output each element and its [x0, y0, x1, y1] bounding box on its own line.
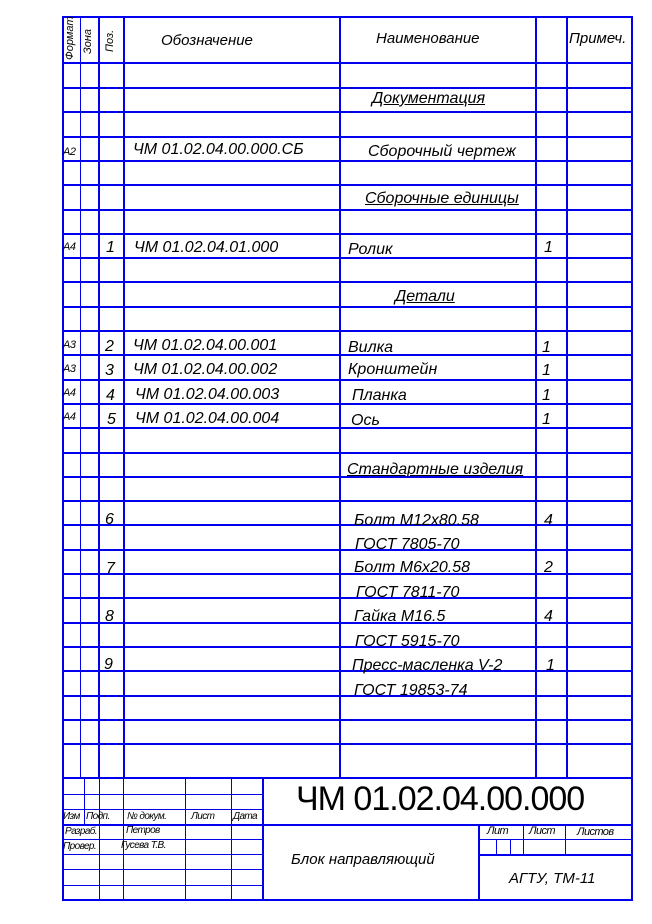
row3-pos: 3 [105, 362, 114, 379]
row-line [62, 379, 633, 381]
row-line [62, 743, 633, 745]
row5-format: А4 [63, 411, 76, 423]
row8-gost: ГОСТ 5915-70 [355, 633, 460, 650]
row5-name: Ось [351, 412, 380, 429]
header-pos: Поз. [104, 29, 116, 52]
row-line [62, 281, 633, 283]
stamp-razrab: Разраб. [65, 826, 97, 837]
row-line [62, 452, 633, 454]
row9-name: Пресс-масленка V-2 [352, 657, 503, 674]
stamp-izm: Изм [63, 811, 80, 822]
row2-qty: 1 [542, 339, 551, 356]
stamp-prover: Провер. [63, 841, 97, 852]
row-line [62, 719, 633, 721]
row4-designation: ЧМ 01.02.04.00.003 [135, 386, 280, 403]
row2-designation: ЧМ 01.02.04.00.001 [133, 337, 278, 354]
row5-pos: 5 [107, 411, 116, 428]
col-line-designation [123, 16, 125, 778]
row4-qty: 1 [542, 387, 551, 404]
header-name: Наименование [376, 30, 480, 47]
row-line [62, 549, 633, 551]
row8-name: Гайка М16.5 [354, 608, 446, 625]
stamp-lit-sub1 [496, 839, 497, 855]
section-standard: Стандартные изделия [347, 461, 524, 478]
row7-name: Болт М6х20.58 [354, 559, 471, 576]
stamp-top-line [62, 777, 633, 779]
row3-designation: ЧМ 01.02.04.00.002 [133, 361, 278, 378]
stamp-code: ЧМ 01.02.04.00.000 [296, 780, 585, 818]
row-line [62, 233, 633, 235]
doc-designation: ЧМ 01.02.04.00.000.СБ [133, 141, 304, 158]
stamp-line-lit [478, 824, 480, 901]
row2-pos: 2 [105, 338, 114, 355]
stamp-lit-col2 [565, 824, 566, 855]
row2-format: А3 [63, 339, 76, 351]
row1-designation: ЧМ 01.02.04.01.000 [134, 239, 279, 256]
row1-name: Ролик [348, 241, 393, 258]
row-line [62, 136, 633, 138]
row4-pos: 4 [106, 387, 115, 404]
stamp-title: Блок направляющий [291, 851, 435, 868]
stamp-row6 [62, 869, 262, 870]
header-format: Формат [64, 16, 76, 60]
col-line-note [566, 16, 568, 778]
stamp-sheets: Листов [577, 826, 614, 838]
row-line [62, 160, 633, 162]
stamp-line-izm [84, 777, 85, 824]
row7-pos: 7 [106, 560, 115, 577]
stamp-prover-name: Гусева Т.В. [121, 840, 166, 851]
row3-format: А3 [63, 363, 76, 375]
row-line [62, 500, 633, 502]
stamp-razrab-name: Петров [126, 825, 160, 836]
row1-format: А4 [63, 241, 76, 253]
col-line-name [339, 16, 341, 778]
section-details: Детали [395, 288, 455, 305]
row-line [62, 111, 633, 113]
section-assemblies: Сборочные единицы [365, 190, 519, 207]
row5-designation: ЧМ 01.02.04.00.004 [135, 410, 280, 427]
row2-name: Вилка [348, 339, 394, 356]
row-line [62, 184, 633, 186]
row1-pos: 1 [106, 239, 115, 256]
row6-qty: 4 [544, 512, 553, 529]
row8-qty: 4 [544, 608, 553, 625]
row5-qty: 1 [542, 411, 551, 428]
row4-name: Планка [352, 387, 407, 404]
row-line [62, 695, 633, 697]
stamp-data: Дата [233, 811, 257, 822]
row9-qty: 1 [546, 657, 555, 674]
stamp-lit: Лит [487, 825, 509, 837]
row-line [62, 306, 633, 308]
header-designation: Обозначение [161, 32, 253, 49]
col-line-qty [535, 16, 537, 778]
stamp-lit-col1 [523, 824, 524, 855]
doc-format: А2 [63, 146, 76, 158]
col-line-zone [80, 16, 81, 778]
stamp-org: АГТУ, ТМ-11 [509, 870, 596, 887]
row3-qty: 1 [542, 362, 551, 379]
row-line [62, 209, 633, 211]
row3-name: Кронштейн [348, 361, 438, 378]
section-documentation: Документация [372, 90, 486, 107]
row4-format: А4 [63, 387, 76, 399]
header-zone: Зона [82, 28, 94, 54]
row9-gost: ГОСТ 19853-74 [354, 682, 468, 699]
stamp-row5 [62, 854, 262, 855]
stamp-row7 [62, 885, 262, 886]
row-line [62, 330, 633, 332]
stamp-sheet: Лист [529, 825, 555, 837]
row6-name: Болт М12х80.58 [354, 512, 479, 529]
row-line [62, 646, 633, 648]
row6-gost: ГОСТ 7805-70 [355, 536, 460, 553]
stamp-podp-h: Подп. [86, 811, 110, 822]
stamp-row2 [62, 809, 262, 810]
stamp-line-main [262, 777, 264, 901]
col-line-pos [98, 16, 100, 778]
row8-pos: 8 [105, 608, 114, 625]
row7-gost: ГОСТ 7811-70 [356, 584, 460, 601]
stamp-row1 [62, 794, 262, 795]
row-line [62, 597, 633, 599]
stamp-lit-row2 [478, 854, 633, 856]
header-note: Примеч. [569, 30, 627, 47]
row7-qty: 2 [544, 559, 553, 576]
row9-pos: 9 [104, 656, 113, 673]
row6-pos: 6 [105, 511, 114, 528]
stamp-lit-sub2 [510, 839, 511, 855]
stamp-list-h: Лист [191, 811, 215, 822]
stamp-lit-row1 [478, 839, 633, 840]
row-line [62, 87, 633, 89]
row1-qty: 1 [544, 239, 553, 256]
doc-name: Сборочный чертеж [368, 143, 516, 160]
header-line [62, 62, 633, 64]
stamp-ndoc: № докум. [127, 811, 167, 822]
